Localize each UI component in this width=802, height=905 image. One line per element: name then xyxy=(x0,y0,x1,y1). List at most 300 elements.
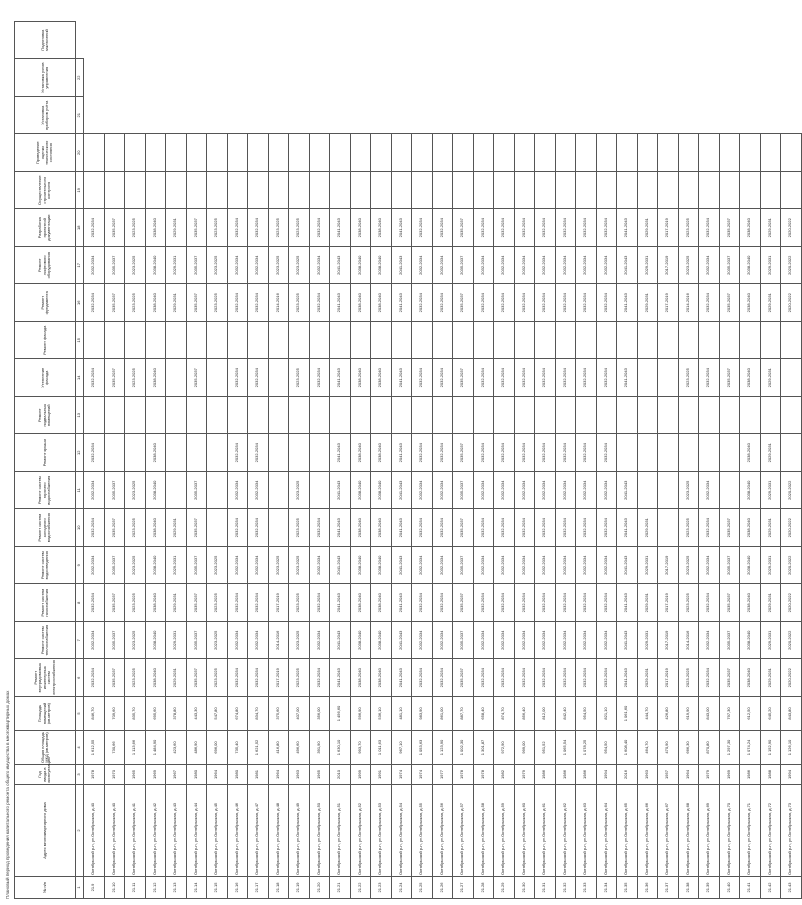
repair-period-cell: 2041-2043 xyxy=(617,547,638,585)
building-address: Октябрьский р-н, ул.Октябрьская, д.54 xyxy=(391,785,412,877)
column-number: 10 xyxy=(76,509,84,547)
repair-period-cell: 2038-2040 xyxy=(740,209,761,247)
repair-period-cell: 2038-2040 xyxy=(350,659,371,697)
column-header: № п/п xyxy=(15,877,76,899)
repair-period-cell: 2032-2034 xyxy=(412,284,433,322)
commission-year: 1974 xyxy=(391,765,412,785)
repair-period-cell xyxy=(289,397,310,435)
repair-period-cell xyxy=(740,322,761,360)
building-address: Октябрьский р-н, ул.Октябрьская, д.70 xyxy=(719,785,740,877)
total-area: 993,70 xyxy=(350,731,371,765)
repair-period-cell: 2038-2040 xyxy=(371,509,392,547)
premises-area: 1 456,60 xyxy=(330,697,351,731)
table-row xyxy=(535,22,556,899)
repair-period-cell: 2014-2016 xyxy=(678,284,699,322)
repair-period-cell: 2038-2040 xyxy=(371,659,392,697)
premises-area: 834,70 xyxy=(248,697,269,731)
building-address: Октябрьский р-н, ул.Октябрьская, д.44 xyxy=(186,785,207,877)
repair-period-cell: 2038-2040 xyxy=(350,209,371,247)
repair-period-cell: 2032-2034 xyxy=(412,659,433,697)
repair-period-cell: 2038-2040 xyxy=(145,584,166,622)
commission-year: 1978 xyxy=(84,765,105,785)
premises-area: 481,10 xyxy=(391,697,412,731)
building-address: Октябрьский р-н, ул.Октябрьская, д.50 xyxy=(309,785,330,877)
repair-period-cell: 2035-2037 xyxy=(453,284,474,322)
repair-period-cell: 2032-2034 xyxy=(535,547,556,585)
commission-year: 1967 xyxy=(166,765,187,785)
repair-period-cell xyxy=(699,397,720,435)
repair-period-cell: 2038-2040 xyxy=(740,359,761,397)
repair-period-cell: 2017-2019 xyxy=(658,209,679,247)
total-area: 1 630,10 xyxy=(330,731,351,765)
repair-period-cell: 2038-2040 xyxy=(350,359,371,397)
table-row xyxy=(432,22,453,899)
repair-period-cell: 2029-2031 xyxy=(760,284,781,322)
repair-period-cell: 2032-2034 xyxy=(432,622,453,660)
premises-area: 695,60 xyxy=(145,697,166,731)
repair-period-cell: 2032-2034 xyxy=(514,359,535,397)
column-header: Ремонт фасада xyxy=(15,322,76,360)
repair-period-cell xyxy=(84,397,105,435)
repair-period-cell: 2035-2037 xyxy=(104,547,125,585)
repair-period-cell: 2023-2025 xyxy=(207,547,228,585)
premises-area: 842,40 xyxy=(555,697,576,731)
commission-year: 1957 xyxy=(658,765,679,785)
repair-period-cell xyxy=(330,322,351,360)
premises-area: 547,80 xyxy=(207,697,228,731)
table-row xyxy=(248,22,269,899)
repair-period-cell xyxy=(678,134,699,172)
repair-period-cell: 2035-2037 xyxy=(453,584,474,622)
repair-period-cell: 2032-2034 xyxy=(576,472,597,510)
repair-period-cell xyxy=(678,397,699,435)
total-area: 1 608,40 xyxy=(617,731,638,765)
building-address: Октябрьский р-н, ул.Октябрьская, д.45 xyxy=(207,785,228,877)
row-number: 21.27 xyxy=(453,877,474,899)
total-area: 1 301,87 xyxy=(473,731,494,765)
repair-period-cell xyxy=(186,134,207,172)
table-row xyxy=(678,22,699,899)
column-number: 21 xyxy=(76,97,84,135)
repair-period-cell: 2032-2034 xyxy=(699,622,720,660)
repair-period-cell xyxy=(309,397,330,435)
repair-period-cell: 2035-2037 xyxy=(186,359,207,397)
repair-period-cell: 2032-2034 xyxy=(596,247,617,285)
repair-period-cell: 2023-2025 xyxy=(125,472,146,510)
repair-period-cell xyxy=(576,322,597,360)
repair-period-cell xyxy=(391,322,412,360)
repair-period-cell xyxy=(699,172,720,210)
repair-period-cell: 2032-2034 xyxy=(309,584,330,622)
building-address: Октябрьский р-н, ул.Октябрьская, д.53 xyxy=(371,785,392,877)
premises-area: 835,70 xyxy=(125,697,146,731)
repair-period-cell: 2041-2043 xyxy=(330,622,351,660)
repair-period-cell: 2023-2025 xyxy=(289,584,310,622)
repair-period-cell: 2032-2034 xyxy=(596,584,617,622)
building-address: Октябрьский р-н, ул.Октябрьская, д.64 xyxy=(596,785,617,877)
commission-year: 1986 xyxy=(740,765,761,785)
rotated-document-sheet xyxy=(5,21,793,899)
commission-year: 1982 xyxy=(494,765,515,785)
repair-period-cell: 2041-2043 xyxy=(617,209,638,247)
repair-period-cell: 2032-2034 xyxy=(432,359,453,397)
repair-period-cell xyxy=(207,434,228,472)
repair-period-cell: 2023-2025 xyxy=(678,584,699,622)
repair-period-cell: 2032-2034 xyxy=(494,209,515,247)
repair-period-cell: 2041-2043 xyxy=(391,659,412,697)
table-row xyxy=(84,22,105,899)
repair-period-cell: 2029-2031 xyxy=(760,622,781,660)
row-number: 21.39 xyxy=(699,877,720,899)
repair-period-cell: 2041-2043 xyxy=(391,509,412,547)
row-number: 21.22 xyxy=(350,877,371,899)
repair-period-cell xyxy=(637,134,658,172)
repair-period-cell xyxy=(289,434,310,472)
column-number: 16 xyxy=(76,284,84,322)
repair-period-cell xyxy=(637,359,658,397)
repair-period-cell xyxy=(207,134,228,172)
column-header: Площадь помещений (кв.метров) xyxy=(15,697,76,731)
repair-period-cell xyxy=(104,134,125,172)
repair-period-cell: 2032-2034 xyxy=(84,509,105,547)
repair-period-cell: 2035-2037 xyxy=(186,509,207,547)
repair-period-cell xyxy=(596,134,617,172)
repair-period-cell: 2032-2034 xyxy=(576,547,597,585)
repair-period-cell: 2038-2040 xyxy=(145,359,166,397)
repair-period-cell xyxy=(555,397,576,435)
repair-period-cell: 2032-2034 xyxy=(432,247,453,285)
repair-period-cell xyxy=(781,434,802,472)
row-number: 21.10 xyxy=(104,877,125,899)
building-address: Октябрьский р-н, ул.Октябрьская, д.43 xyxy=(166,785,187,877)
repair-period-cell: 2038-2040 xyxy=(371,209,392,247)
repair-period-cell: 2035-2037 xyxy=(186,472,207,510)
premises-area: 843,00 xyxy=(699,697,720,731)
repair-period-cell: 2029-2031 xyxy=(637,584,658,622)
repair-period-cell: 2032-2034 xyxy=(576,584,597,622)
repair-period-cell: 2032-2034 xyxy=(432,547,453,585)
repair-period-cell: 2041-2043 xyxy=(617,472,638,510)
repair-period-cell xyxy=(514,397,535,435)
repair-period-cell xyxy=(658,134,679,172)
repair-period-cell: 2029-2031 xyxy=(166,547,187,585)
row-number: 21.9 xyxy=(84,877,105,899)
repair-period-cell: 2032-2034 xyxy=(84,547,105,585)
repair-period-cell xyxy=(535,172,556,210)
building-address: Октябрьский р-н, ул.Октябрьская, д.41 xyxy=(125,785,146,877)
repair-period-cell xyxy=(658,472,679,510)
column-number: 12 xyxy=(76,434,84,472)
repair-period-cell xyxy=(145,397,166,435)
repair-period-cell xyxy=(637,322,658,360)
repair-period-cell xyxy=(330,397,351,435)
repair-period-cell: 2035-2037 xyxy=(453,659,474,697)
repair-period-cell xyxy=(309,434,330,472)
repair-period-cell xyxy=(330,134,351,172)
repair-period-cell: 2029-2031 xyxy=(760,584,781,622)
building-address: Октябрьский р-н, ул.Октябрьская, д.59 xyxy=(494,785,515,877)
column-number: 17 xyxy=(76,247,84,285)
repair-period-cell: 2023-2025 xyxy=(268,209,289,247)
repair-period-cell xyxy=(678,434,699,472)
repair-period-cell: 2038-2040 xyxy=(740,622,761,660)
repair-period-cell: 2023-2025 xyxy=(207,284,228,322)
repair-period-cell xyxy=(227,397,248,435)
repair-period-cell: 2038-2040 xyxy=(371,547,392,585)
total-area: 954,50 xyxy=(596,731,617,765)
repair-period-cell: 2029-2031 xyxy=(637,247,658,285)
repair-period-cell xyxy=(555,172,576,210)
total-area: 951,52 xyxy=(535,731,556,765)
repair-period-cell: 2032-2034 xyxy=(227,247,248,285)
repair-period-cell xyxy=(207,509,228,547)
column-number: 15 xyxy=(76,322,84,360)
column-header: Ремонт внутридомовых инженерных систем электроснабжения xyxy=(15,659,76,697)
repair-period-cell: 2041-2043 xyxy=(617,659,638,697)
repair-period-cell xyxy=(309,322,330,360)
repair-period-cell: 2035-2037 xyxy=(453,547,474,585)
repair-period-cell: 2041-2043 xyxy=(391,434,412,472)
repair-period-cell: 2032-2034 xyxy=(576,509,597,547)
commission-year: 1969 xyxy=(145,765,166,785)
column-header: Утепление фасада xyxy=(15,359,76,397)
repair-period-cell: 2032-2034 xyxy=(412,434,433,472)
premises-area: 645,20 xyxy=(760,697,781,731)
repair-period-cell: 2038-2040 xyxy=(350,584,371,622)
repair-period-cell: 2017-2019 xyxy=(658,622,679,660)
repair-period-cell: 2041-2043 xyxy=(391,284,412,322)
premises-area: 821,10 xyxy=(596,697,617,731)
repair-period-cell xyxy=(535,322,556,360)
repair-period-cell xyxy=(658,397,679,435)
premises-area: 861,00 xyxy=(432,697,453,731)
table-header-row xyxy=(15,22,76,899)
repair-period-cell: 2041-2043 xyxy=(391,209,412,247)
premises-area: 797,30 xyxy=(719,697,740,731)
repair-period-cell: 2032-2034 xyxy=(514,622,535,660)
repair-period-cell: 2032-2034 xyxy=(309,509,330,547)
row-number: 21.15 xyxy=(207,877,228,899)
repair-period-cell: 2032-2034 xyxy=(473,359,494,397)
total-area: 666,30 xyxy=(678,731,699,765)
repair-period-cell: 2038-2040 xyxy=(145,434,166,472)
repair-period-cell xyxy=(125,397,146,435)
repair-period-cell: 2032-2034 xyxy=(84,622,105,660)
repair-period-cell: 2029-2031 xyxy=(760,547,781,585)
repair-period-cell: 2035-2037 xyxy=(186,584,207,622)
premises-area: 596,90 xyxy=(350,697,371,731)
repair-period-cell: 2032-2034 xyxy=(494,659,515,697)
building-address: Октябрьский р-н, ул.Октябрьская, д.61 xyxy=(535,785,556,877)
repair-period-cell: 2038-2040 xyxy=(145,509,166,547)
row-number: 21.14 xyxy=(186,877,207,899)
repair-period-cell: 2038-2040 xyxy=(145,659,166,697)
repair-period-cell: 2035-2037 xyxy=(719,584,740,622)
repair-period-cell: 2032-2034 xyxy=(514,284,535,322)
commission-year: 1963 xyxy=(637,765,658,785)
repair-period-cell xyxy=(514,134,535,172)
repair-period-cell xyxy=(166,322,187,360)
repair-period-cell: 2038-2040 xyxy=(145,472,166,510)
repair-period-cell: 2041-2043 xyxy=(391,547,412,585)
repair-period-cell: 2041-2043 xyxy=(617,584,638,622)
repair-period-cell xyxy=(309,472,330,510)
repair-period-cell: 2035-2037 xyxy=(719,359,740,397)
row-number: 21.40 xyxy=(719,877,740,899)
repair-period-cell xyxy=(617,134,638,172)
building-address: Октябрьский р-н, ул.Октябрьская, д.51 xyxy=(330,785,351,877)
repair-period-cell xyxy=(514,172,535,210)
repair-period-cell xyxy=(432,134,453,172)
row-number: 21.31 xyxy=(535,877,556,899)
premises-area: 536,10 xyxy=(371,697,392,731)
repair-period-cell: 2032-2034 xyxy=(555,547,576,585)
premises-area: 356,00 xyxy=(309,697,330,731)
repair-period-cell xyxy=(104,322,125,360)
repair-period-cell: 2032-2034 xyxy=(699,659,720,697)
repair-period-cell: 2038-2040 xyxy=(371,622,392,660)
repair-period-cell: 2032-2034 xyxy=(514,472,535,510)
repair-period-cell xyxy=(473,134,494,172)
repair-period-cell: 2041-2043 xyxy=(330,659,351,697)
repair-period-cell: 2041-2043 xyxy=(391,622,412,660)
repair-period-cell xyxy=(637,472,658,510)
repair-period-cell: 2032-2034 xyxy=(535,359,556,397)
repair-period-cell: 2035-2037 xyxy=(104,509,125,547)
repair-period-cell: 2032-2034 xyxy=(473,659,494,697)
total-area: 391,90 xyxy=(309,731,330,765)
repair-period-cell: 2041-2043 xyxy=(617,622,638,660)
repair-period-cell xyxy=(658,359,679,397)
row-number: 21.18 xyxy=(268,877,289,899)
repair-period-cell: 2014-2016 xyxy=(678,622,699,660)
repair-period-cell: 2035-2037 xyxy=(719,209,740,247)
table-row xyxy=(699,22,720,899)
total-area: 423,60 xyxy=(166,731,187,765)
repair-period-cell: 2041-2043 xyxy=(391,359,412,397)
repair-period-cell: 2032-2034 xyxy=(576,359,597,397)
repair-period-cell: 2041-2043 xyxy=(330,359,351,397)
repair-period-cell: 2038-2040 xyxy=(371,434,392,472)
repair-period-cell: 2038-2040 xyxy=(740,659,761,697)
repair-period-cell xyxy=(166,434,187,472)
column-number: 18 xyxy=(76,209,84,247)
building-address: Октябрьский р-н, ул.Октябрьская, д.52 xyxy=(350,785,371,877)
repair-period-cell: 2035-2037 xyxy=(104,659,125,697)
repair-period-cell xyxy=(186,434,207,472)
repair-period-cell: 2032-2034 xyxy=(248,284,269,322)
row-number: 21.13 xyxy=(166,877,187,899)
repair-period-cell: 2032-2034 xyxy=(84,247,105,285)
table-body xyxy=(84,22,802,899)
repair-period-cell: 2032-2034 xyxy=(248,584,269,622)
repair-period-cell: 2029-2031 xyxy=(760,209,781,247)
repair-period-cell: 2029-2031 xyxy=(166,584,187,622)
repair-period-cell xyxy=(227,322,248,360)
repair-period-cell: 2020-2022 xyxy=(781,659,802,697)
repair-period-cell: 2032-2034 xyxy=(412,209,433,247)
row-number: 21.21 xyxy=(330,877,351,899)
repair-period-cell: 2038-2040 xyxy=(740,247,761,285)
column-number: 8 xyxy=(76,584,84,622)
repair-period-cell xyxy=(760,322,781,360)
repair-period-cell xyxy=(227,134,248,172)
total-area: 1 074,24 xyxy=(740,731,761,765)
total-area: 735,40 xyxy=(227,731,248,765)
premises-area: 709,60 xyxy=(104,697,125,731)
building-address: Октябрьский р-н, ул.Октябрьская, д.47 xyxy=(248,785,269,877)
commission-year: 1981 xyxy=(248,765,269,785)
repair-period-cell: 2032-2034 xyxy=(535,247,556,285)
total-area: 870,80 xyxy=(699,731,720,765)
building-address: Октябрьский р-н, ул.Октябрьская, д.55 xyxy=(412,785,433,877)
repair-period-cell: 2029-2031 xyxy=(760,434,781,472)
repair-period-cell: 2032-2034 xyxy=(535,659,556,697)
repair-period-cell xyxy=(350,172,371,210)
commission-year: 1965 xyxy=(309,765,330,785)
repair-period-cell: 2032-2034 xyxy=(494,547,515,585)
repair-period-cell xyxy=(719,322,740,360)
repair-period-cell: 2032-2034 xyxy=(596,472,617,510)
repair-period-cell xyxy=(412,172,433,210)
repair-period-cell: 2032-2034 xyxy=(432,659,453,697)
repair-period-cell xyxy=(248,397,269,435)
repair-period-cell: 2035-2037 xyxy=(453,509,474,547)
repair-period-cell xyxy=(309,134,330,172)
repair-period-cell: 2041-2043 xyxy=(617,284,638,322)
repair-period-cell xyxy=(494,322,515,360)
repair-period-cell xyxy=(289,322,310,360)
repair-period-cell: 2038-2040 xyxy=(740,284,761,322)
repair-period-cell: 2032-2034 xyxy=(576,622,597,660)
repair-period-cell: 2032-2034 xyxy=(84,472,105,510)
commission-year: 1980 xyxy=(186,765,207,785)
repair-period-cell: 2029-2031 xyxy=(166,209,187,247)
repair-period-cell: 2032-2034 xyxy=(699,584,720,622)
row-number: 21.32 xyxy=(555,877,576,899)
repair-period-cell xyxy=(268,359,289,397)
repair-period-cell: 2041-2043 xyxy=(617,247,638,285)
repair-period-cell: 2032-2034 xyxy=(473,584,494,622)
repair-period-cell: 2023-2025 xyxy=(678,659,699,697)
repair-period-cell: 2020-2022 xyxy=(781,209,802,247)
column-header: Разработка проектной документации xyxy=(15,209,76,247)
building-address: Октябрьский р-н, ул.Октябрьская, д.71 xyxy=(740,785,761,877)
repair-period-cell: 2038-2040 xyxy=(740,509,761,547)
repair-period-cell xyxy=(781,134,802,172)
repair-period-cell: 2032-2034 xyxy=(412,247,433,285)
repair-period-cell: 2032-2034 xyxy=(576,209,597,247)
repair-period-cell xyxy=(207,472,228,510)
repair-period-cell: 2032-2034 xyxy=(412,547,433,585)
repair-period-cell: 2029-2031 xyxy=(760,659,781,697)
repair-period-cell: 2032-2034 xyxy=(412,622,433,660)
repair-period-cell: 2029-2031 xyxy=(166,284,187,322)
repair-period-cell xyxy=(699,434,720,472)
repair-period-cell: 2032-2034 xyxy=(84,659,105,697)
repair-period-cell xyxy=(453,134,474,172)
building-address: Октябрьский р-н, ул.Октябрьская, д.60 xyxy=(514,785,535,877)
repair-period-cell: 2035-2037 xyxy=(719,247,740,285)
repair-period-cell xyxy=(453,397,474,435)
repair-period-cell: 2017-2019 xyxy=(658,584,679,622)
repair-period-cell: 2032-2034 xyxy=(432,284,453,322)
repair-period-cell: 2038-2040 xyxy=(371,472,392,510)
total-area: 1 123,90 xyxy=(432,731,453,765)
premises-area: 426,80 xyxy=(658,697,679,731)
repair-period-cell: 2032-2034 xyxy=(699,509,720,547)
table-row xyxy=(104,22,125,899)
